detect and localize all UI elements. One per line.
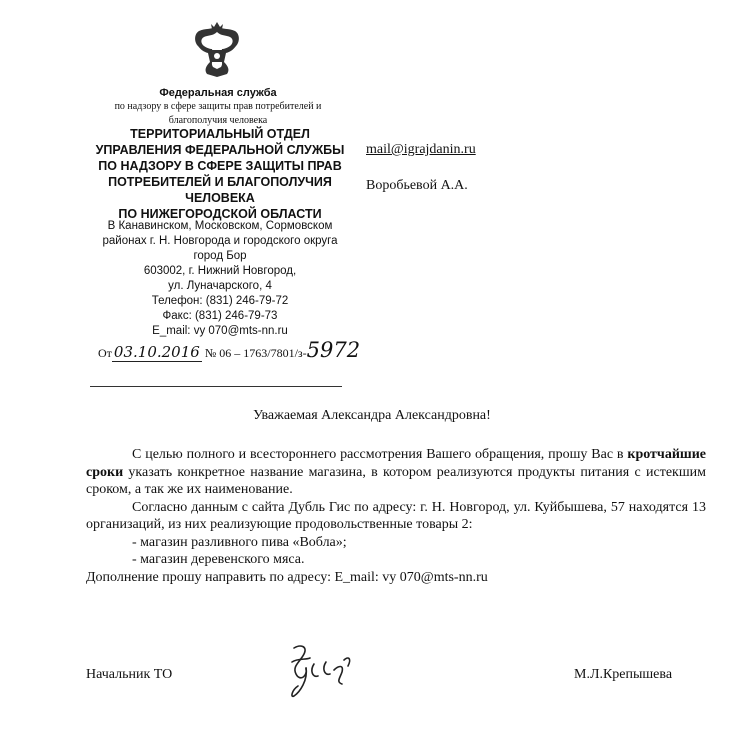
address-line: районах г. Н. Новгорода и городского округа	[102, 235, 338, 247]
recipient-name: Воробьевой А.А.	[366, 178, 468, 193]
department-address	[80, 219, 360, 339]
coat-of-arms-emblem-icon	[190, 22, 244, 80]
email-line: E_mail: vy 070@mts-nn.ru	[152, 325, 288, 337]
signatory-name: М.Л.Крепышева	[574, 667, 673, 682]
department-line: ПО НИЖЕГОРОДСКОЙ ОБЛАСТИ	[118, 207, 322, 221]
fax-line: Факс: (831) 246-79-73	[162, 310, 278, 322]
paragraph-request-emphasis: кротчайшие сроки	[86, 447, 706, 480]
paragraph-request-start: С целью полного и всестороннего рассмотрения Вашего обращения, прошу Вас в	[132, 447, 624, 462]
recipient-email: mail@igrajdanin.ru	[366, 142, 476, 157]
outgoing-prefix: От	[98, 346, 112, 360]
address-line: город Бор	[193, 250, 247, 262]
outgoing-number-label: № 06 – 1763/7801/з-	[204, 346, 307, 360]
handwritten-signature	[286, 640, 366, 702]
department-line: ПО НАДЗОРУ В СФЕРЕ ЗАЩИТЫ ПРАВ	[98, 159, 342, 173]
outgoing-date: 03.10.2016	[113, 343, 200, 361]
address-line: В Канавинском, Московском, Сормовском	[107, 220, 333, 232]
paragraph-info: Согласно данным с сайта Дубль Гис по адресу: г. Н. Новгород, ул. Куйбышева, 57 находятся 13 организаций, из них реализующие продовольственные товары 2:	[86, 499, 706, 532]
address-line: ул. Луначарского, 4	[168, 280, 272, 292]
department-line: ПОТРЕБИТЕЛЕЙ И БЛАГОПОЛУЧИЯ	[108, 175, 332, 189]
outgoing-number	[98, 338, 360, 362]
paragraph-request-end: указать конкретное название магазина, в котором реализуются продукты питания с истекшим сроком, а так же их наименование.	[86, 464, 706, 497]
agency-name: Федеральная служба	[159, 87, 277, 99]
divider-line	[90, 386, 342, 387]
department-line: ЧЕЛОВЕКА	[185, 191, 255, 205]
greeting: Уважаемая Александра Александровна!	[253, 408, 491, 423]
phone-line: Телефон: (831) 246-79-72	[151, 295, 289, 307]
paragraph-reply-address: Дополнение прошу направить по адресу: E_mail: vy 070@mts-nn.ru	[86, 569, 488, 585]
list-item: - магазин деревенского мяса.	[132, 552, 305, 567]
department-name	[80, 126, 360, 222]
list-item: - магазин разливного пива «Вобла»;	[132, 534, 347, 550]
agency-header	[88, 86, 348, 128]
paragraph-request	[86, 446, 706, 499]
signatory-position: Начальник ТО	[86, 667, 173, 682]
agency-subtitle-line-1: по надзору в сфере защиты прав потребителей и	[114, 101, 322, 112]
department-line: ТЕРРИТОРИАЛЬНЫЙ ОТДЕЛ	[130, 127, 310, 141]
agency-subtitle-line-2: благополучия человека	[168, 115, 268, 126]
outgoing-number-handwritten: 5972	[306, 338, 361, 362]
address-line: 603002, г. Нижний Новгород,	[143, 265, 297, 277]
department-line: УПРАВЛЕНИЯ ФЕДЕРАЛЬНОЙ СЛУЖБЫ	[95, 143, 345, 157]
letter-body	[86, 446, 706, 586]
